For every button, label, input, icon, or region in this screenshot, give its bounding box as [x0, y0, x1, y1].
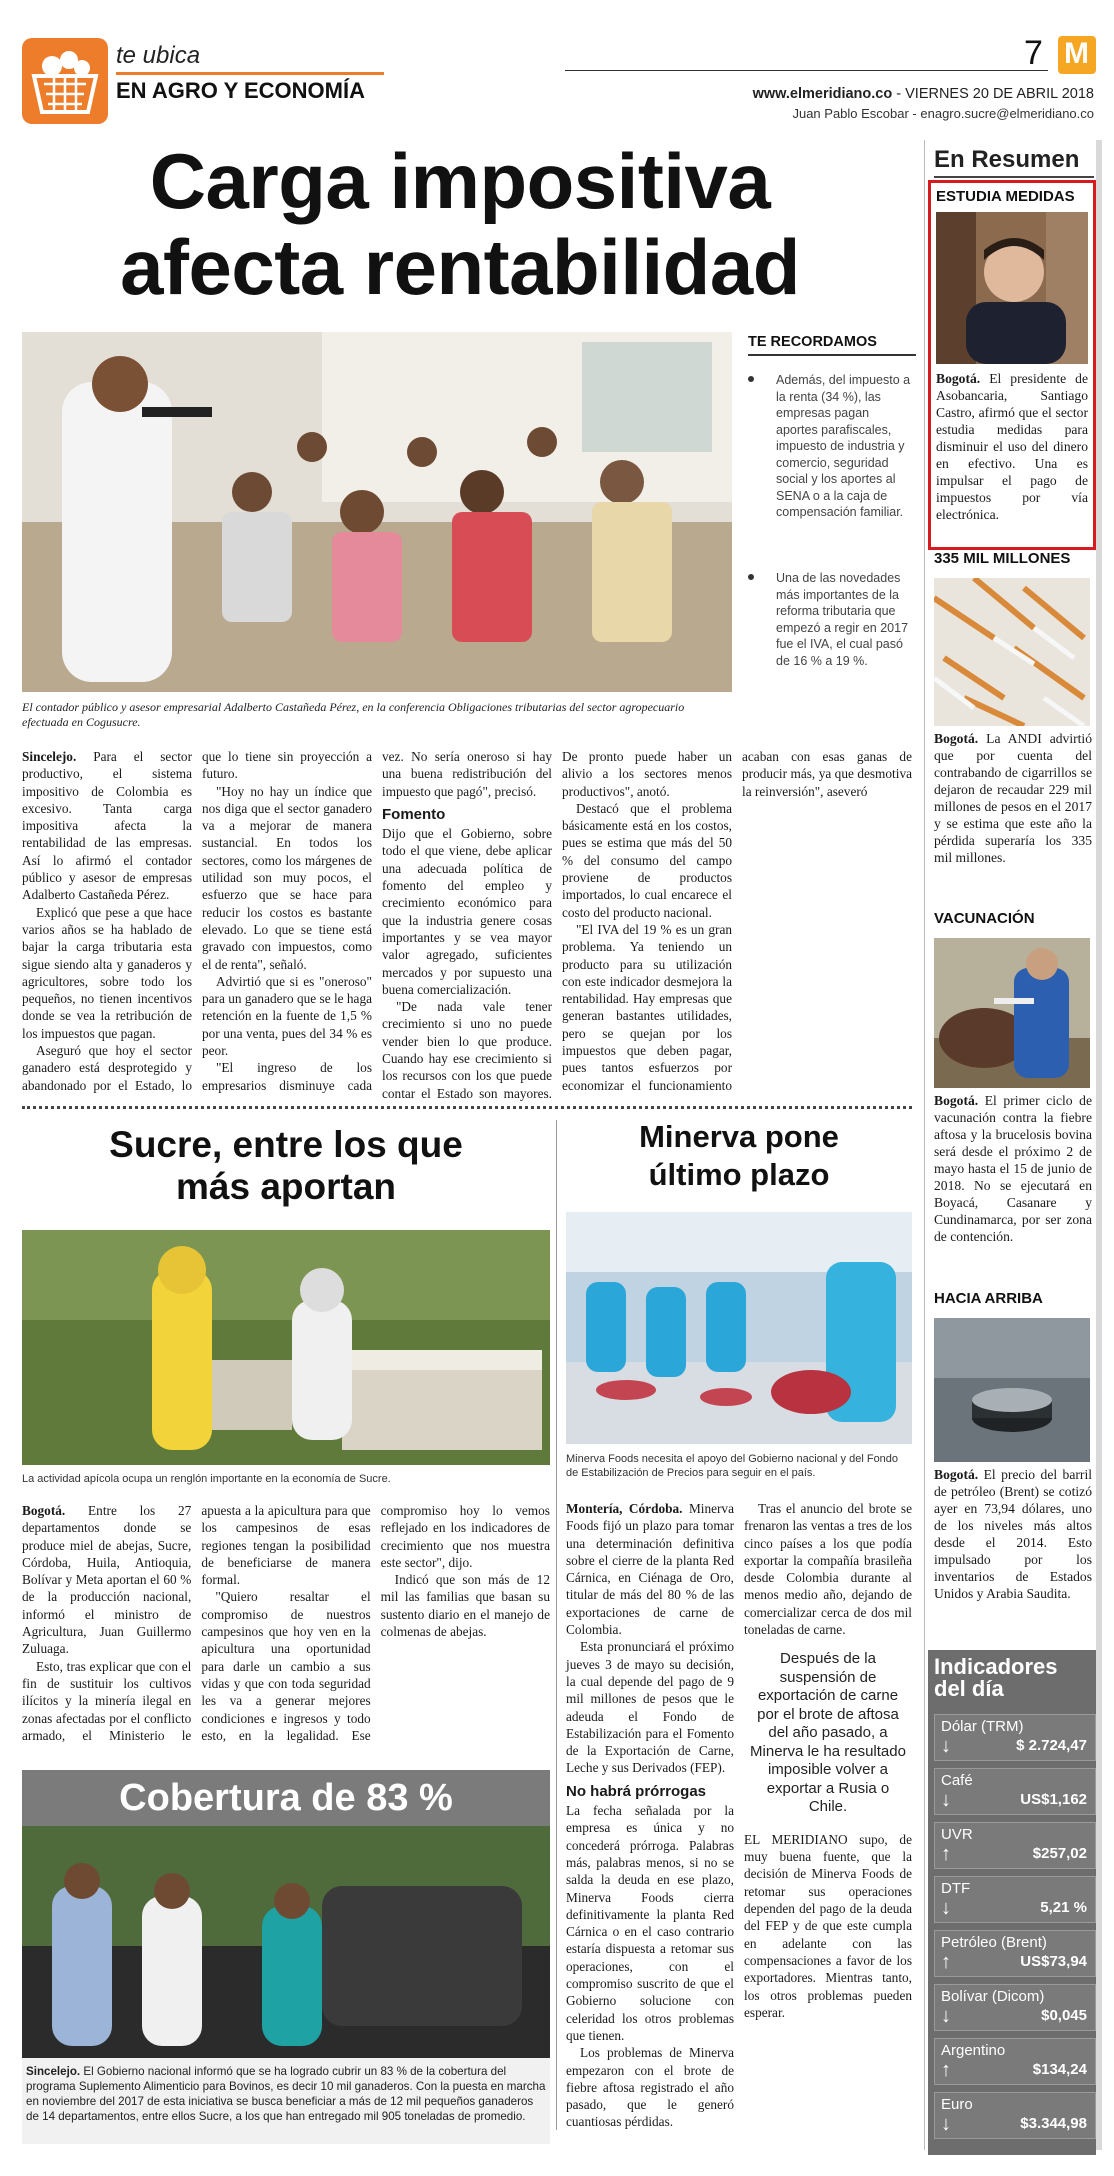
main-photo: [22, 332, 732, 692]
indicator-value: 5,21 %: [1040, 1899, 1087, 1916]
indicator-bolivar: [934, 1984, 1096, 2031]
paragraph: La fecha señalada por la empresa es única y no concederá prórroga. Palabras más, palabras menos, si no se salda la deuda en ese plazo, Minerva Foods cierra definitivamente la planta Red Cárnica o en el caso contrario estaría dispuesta a retomar sus operaciones, con el compromiso suscrito de que el Gobierno solucione con celeridad los otros problemas que tienen.: [566, 1803, 734, 2043]
lead-word: Bogotá.: [936, 371, 981, 386]
indicator-value: US$1,162: [1020, 1791, 1087, 1808]
indicator-name: Café: [941, 1772, 973, 1789]
author-line: Juan Pablo Escobar - enagro.sucre@elmeridiano.co: [792, 106, 1094, 121]
main-headline-line1: Carga impositiva: [149, 137, 771, 225]
indicator-value: $0,045: [1041, 2007, 1087, 2024]
arrow-up-icon: ↑: [941, 1843, 951, 1865]
sidebar-item-title: ESTUDIA MEDIDAS: [936, 188, 1075, 205]
portrait-photo: [936, 212, 1088, 364]
te-recordamos-text-1: Además, del impuesto a la renta (34 %), las empresas pagan aportes parafiscales, impuesto de industria y comercio, seguridad social y los aportes al SENA o a la caja de compensación familiar.: [776, 373, 911, 519]
basket-icon: [22, 38, 108, 124]
indicators-title-line1: Indicadores: [934, 1654, 1058, 1679]
indicator-name: Euro: [941, 2096, 973, 2113]
sidebar-title: En Resumen: [934, 146, 1080, 173]
sucre-photo-caption: La actividad apícola ocupa un renglón importante en la economía de Sucre.: [22, 1473, 391, 1485]
bullet-icon: [748, 376, 754, 382]
arrow-up-icon: ↑: [941, 1951, 951, 1973]
bullet-icon: [748, 574, 754, 580]
sidebar-text: La ANDI advirtió que por cuenta del contrabando de cigarrillos se dejaron de recaudar 229 mil millones de pesos en el 2017 y se estima que este año la pérdida superaría los 335 mil millones.: [934, 731, 1092, 865]
beekeepers-photo: [22, 1230, 550, 1465]
paragraph: Destacó que el problema básicamente está en los costos, pues se estima que más del 50 % del consumo del campo proviene de productos importados, lo cual encarece el costo del producto nacional.: [562, 800, 732, 920]
cobertura-box: [22, 1770, 550, 2144]
paragraph: "El ingreso de los empresarios disminuye cada vez. No sería oneroso si hay una buena redistribución del impuesto que pagó", precisó.: [202, 749, 552, 1093]
lead-word: Bogotá.: [934, 731, 979, 746]
section-title: EN AGRO Y ECONOMÍA: [116, 78, 365, 103]
sidebar-column-rule: [924, 140, 925, 2150]
paragraph: Esto, tras explicar que con el fin de sustituir los cultivos ilícitos y la minería ilegal en zonas afectadas por el conflicto armado, el Ministerio le apuesta a la apicultura para que los campesinos de esas regiones tengan la posibilidad de beneficiarse de manera formal.: [22, 1503, 371, 1743]
sidebar-text: El presidente de Asobancaria, Santiago Castro, afirmó que el sector estudia medidas para disminuir el uso del dinero en efectivo. Una es impulsar el pago de impuestos por vía electrónica.: [936, 371, 1088, 522]
paragraph: "El IVA del 19 % es un gran problema. Ya teniendo un producto para su utilización con este indicador desmejora la rentabilidad. Hay empresas que generan bastantes utilidades, pero se quejan por los impuestos que deben pagar, pues tantos esfuerzos por economizar el funcionamiento acaban con esas ganas de producir más, ya que desmotiva la reinversión", aseveró: [562, 749, 912, 1093]
lead-word: Bogotá.: [934, 1467, 979, 1482]
te-recordamos-title: TE RECORDAMOS: [748, 334, 877, 350]
dateline: [600, 86, 1094, 102]
sidebar-item-text: [936, 370, 1088, 523]
oil-barrel-photo: [934, 1318, 1090, 1462]
lead-word: Sincelejo.: [22, 749, 77, 764]
paragraph: Indicó que son más de 12 mil las familias que basan su sustento diario en el manejo de colmenas de abejas.: [380, 1572, 550, 1640]
sidebar-photo: [936, 212, 1088, 364]
indicator-dolar: [934, 1714, 1096, 1761]
sidebar-gray-strip: [1096, 140, 1102, 2150]
farmers-photo: [22, 1826, 550, 2058]
sucre-headline-line2: más aportan: [175, 1166, 396, 1207]
section-divider: [22, 1106, 912, 1109]
indicator-petroleo: [934, 1930, 1096, 1977]
sidebar-photo: [934, 578, 1090, 726]
te-recordamos-rule: [748, 354, 916, 356]
cobertura-headline: Cobertura de 83 %: [22, 1770, 550, 1826]
subhead: No habrá prórrogas: [566, 1782, 707, 1800]
paragraph: "Hoy no hay un índice que nos diga que el sector ganadero va a mejorar de manera sustancial. En todos los sectores, como los márgenes de utilidad son muy pocos, el esfuerzo que se hace para reducir los costos es bastante elevado. Lo que se tiene está gravado con impuestos, como el de renta", señaló.: [202, 783, 372, 972]
sidebar-photo: [934, 938, 1090, 1088]
minerva-headline-line1: Minerva pone: [639, 1119, 839, 1154]
issue-date: - VIERNES 20 DE ABRIL 2018: [892, 86, 1094, 102]
cobertura-caption: [26, 2064, 546, 2124]
sidebar-photo: [934, 1318, 1090, 1462]
indicator-name: Argentino: [941, 2042, 1006, 2059]
section-kicker: te ubica: [116, 42, 201, 69]
lead-word: Sincelejo.: [26, 2065, 81, 2078]
main-article-body: [22, 748, 912, 1108]
minerva-headline: [566, 1118, 912, 1194]
arrow-down-icon: ↓: [941, 2113, 951, 2135]
vaccination-photo: [934, 938, 1090, 1088]
sidebar-title-rule: [934, 176, 1094, 178]
paragraph: Tras el anuncio del brote se frenaron las ventas a tres de los cinco países a los que podía exportar la compañía brasileña desde Colombia durante al menos medio año, dejando de comercializar cerca de dos mil toneladas de carne.: [744, 1501, 912, 1638]
caption-text: El Gobierno nacional informó que se ha logrado cubrir un 83 % de la cobertura del programa Suplemento Alimenticio para Bovinos, es decir 10 mil ganaderos. Con la puesta en marcha en noviembre del 2017 de esta iniciativa se busca beneficiar a más de 12 mil pequeños ganaderos de 14 departamentos, entre ellos Sucre, a los que han entregado mil 905 toneladas de promedio.: [26, 2065, 546, 2123]
paragraph: Esta pronunciará el próximo jueves 3 de mayo su decisión, la cual depende del pago de 9 mil millones de pesos que le adeuda el Fondo de Estabilización para el Fomento de la Exportación de Carne, Leche y sus Derivados (FEP).: [566, 1639, 734, 1776]
paragraph: Los problemas de Minerva empezaron con el brote de fiebre aftosa registrado el año pasado, que le generó cuantiosas pérdidas.: [566, 2045, 734, 2130]
sidebar-item-text: [934, 1092, 1092, 1245]
lead-word: Bogotá.: [934, 1093, 979, 1108]
indicator-value: US$73,94: [1020, 1953, 1087, 1970]
main-headline: [30, 138, 890, 310]
indicator-name: Petróleo (Brent): [941, 1934, 1047, 1951]
publication-logo: [1058, 36, 1096, 74]
paragraph: [566, 1500, 734, 1638]
paragraph-text: Minerva Foods fijó un plazo para tomar una determinación definitiva sobre el cierre de la planta Red Cárnica, en Ciénaga de Oro, titular de más del 80 % de las exportaciones de carne de Colombia.: [566, 1501, 734, 1638]
minerva-photo: [566, 1212, 912, 1444]
indicators-title-line2: del día: [934, 1676, 1004, 1701]
arrow-down-icon: ↓: [941, 1735, 951, 1757]
sidebar-text: El primer ciclo de vacunación contra la fiebre aftosa y la brucelosis bovina será desde el próximo 2 de mayo hasta el 15 de junio de 2018. No se ejecutará en Boyacá, Casanare y Cundinamarca, por ser zona de contención.: [934, 1093, 1092, 1244]
paragraph: [22, 1502, 191, 1658]
sidebar-item-text: [934, 1466, 1092, 1602]
column-divider: [556, 1120, 557, 2130]
paragraph: "De nada vale tener crecimiento si uno no puede vender bien lo que produce. Cuando hay ese crecimiento si los recursos con los que puede contar el Estado son mayores. De pronto puede haber un alivio a los sectores menos productivos", anotó.: [382, 749, 732, 1101]
indicator-euro: [934, 2092, 1096, 2139]
arrow-down-icon: ↓: [941, 1897, 951, 1919]
arrow-down-icon: ↓: [941, 2005, 951, 2027]
main-photo-caption: El contador público y asesor empresarial Adalberto Castañeda Pérez, en la conferencia Obligaciones tributarias del sector agropecuario efectuada en Cogusucre.: [22, 700, 685, 729]
indicator-value: $257,02: [1032, 1845, 1087, 1862]
indicator-name: Bolívar (Dicom): [941, 1988, 1045, 2005]
lead-word: Montería, Córdoba.: [566, 1501, 683, 1516]
sucre-photo: [22, 1230, 550, 1465]
conference-photo: [22, 332, 732, 692]
cigarettes-photo: [934, 578, 1090, 726]
te-recordamos-item: [748, 570, 913, 669]
paragraph-text: Para el sector productivo, el sistema impositivo de Colombia es excesivo. Tanta carga impositiva afecta la rentabilidad de las empresas. Así lo afirmó el contador público y asesor de empresas Adalberto Castañeda Pérez.: [22, 749, 192, 903]
meat-plant-photo: [566, 1212, 912, 1444]
indicator-value: $ 2.724,47: [1016, 1737, 1087, 1754]
main-headline-line2: afecta rentabilidad: [120, 223, 800, 311]
section-logo: [22, 38, 108, 124]
minerva-article-body: [566, 1500, 912, 2160]
indicator-cafe: [934, 1768, 1096, 1815]
indicator-argentino: [934, 2038, 1096, 2085]
cobertura-photo: [22, 1826, 550, 2058]
te-recordamos-item: [748, 372, 913, 521]
indicator-dtf: [934, 1876, 1096, 1923]
paragraph: Explicó que pese a que hace varios años se ha hablado de bajar la carga tributaria esta sigue siendo alta y ganaderos y agricultores, sobre todo los pequeños, no tienen incentivos donde se vea la retribución de los impuestos que pagan.: [22, 904, 192, 1041]
sidebar-item-title: VACUNACIÓN: [934, 910, 1035, 927]
arrow-up-icon: ↑: [941, 2059, 951, 2081]
minerva-photo-caption: Minerva Foods necesita el apoyo del Gobierno nacional y del Fondo de Estabilización de Precios para seguir en el país.: [566, 1453, 899, 1479]
paragraph: Advirtió que si es "oneroso" para un ganadero que se le haga retención en la fuente de 1,5 % por una venta, pues del 34 % es peor.: [202, 973, 372, 1059]
indicator-value: $134,24: [1032, 2061, 1087, 2078]
paragraph: "Quiero resaltar el compromiso de nuestros campesinos que hoy ven en la apicultura una oportunidad para darle un cambio a sus vidas y que con toda seguridad les va a generar mejores condiciones e ingresos y todo esto, en la legalidad. Ese compromiso hoy lo vemos reflejado en los indicadores de crecimiento que nos muestra este sector", dijo.: [201, 1503, 550, 1743]
header-orange-rule: [116, 72, 384, 75]
logo-letter: M: [1064, 37, 1089, 70]
sidebar-text: El precio del barril de petróleo (Brent) se cotizó ayer en 73,94 dólares, uno de los niveles más altos desde el 2014. Esto impulsado por los inventarios de Estados Unidos y Arabia Saudita.: [934, 1467, 1092, 1601]
pull-quote: Después de la suspensión de exportación de carne por el brote de aftosa del año pasado, a Minerva le ha resultado imposible volver a exportar a Rusia o Chile.: [750, 1650, 906, 1816]
subhead: Fomento: [382, 805, 446, 823]
lead-word: Bogotá.: [22, 1503, 66, 1518]
indicators-title: [934, 1656, 1057, 1700]
indicator-name: Dólar (TRM): [941, 1718, 1024, 1735]
page-number: 7: [1024, 34, 1043, 72]
site-url[interactable]: www.elmeridiano.co: [752, 86, 893, 102]
paragraph: Dijo que el Gobierno, sobre todo el que viene, debe aplicar una adecuada política de fomento del empleo y crecimiento económico para que la industria genere cosas importantes y se vea mayor valor agregado, suficientes mercados y por supuesto una buena comercialización.: [382, 826, 552, 997]
paragraph-text: Entre los 27 departamentos donde se produce miel de abejas, Sucre, Córdoba, Huila, Antioquia, Bolívar y Meta aportan el 60 % de la producción nacional, informó el ministro de Agricultura, Juan Guillermo Zuluaga.: [22, 1503, 192, 1657]
sidebar-item-text: [934, 730, 1092, 866]
header-rule: [565, 70, 1048, 71]
paragraph: EL MERIDIANO supo, de muy buena fuente, que la decisión de Minerva Foods de retomar sus operaciones dependen del pago de la deuda del FEP y de que este cumpla en adelante con las compensaciones a favor de los exportadores. Mientras tanto, los otros problemas pueden esperar.: [744, 1831, 912, 2020]
indicator-uvr: [934, 1822, 1096, 1869]
sucre-article-body: [22, 1502, 550, 1752]
sucre-headline-line1: Sucre, entre los que: [109, 1124, 463, 1165]
minerva-headline-line2: último plazo: [648, 1157, 830, 1192]
sidebar-item-title: 335 MIL MILLONES: [934, 550, 1071, 567]
arrow-down-icon: ↓: [941, 1789, 951, 1811]
sidebar-item-title: HACIA ARRIBA: [934, 1290, 1043, 1307]
sucre-headline: [22, 1124, 550, 1208]
indicator-name: UVR: [941, 1826, 973, 1843]
te-recordamos-text-2: Una de las novedades más importantes de la reforma tributaria que empezó a regir en 2017 fue el IVA, el cual pasó de 16 % a 19 %.: [776, 571, 909, 668]
paragraph: Aseguró que hoy el sector ganadero está desprotegido y abandonado por el Estado, lo que lo tiene sin proyección a futuro.: [22, 749, 372, 1093]
indicator-value: $3.344,98: [1020, 2115, 1087, 2132]
paragraph: [22, 748, 192, 904]
indicator-name: DTF: [941, 1880, 971, 1897]
